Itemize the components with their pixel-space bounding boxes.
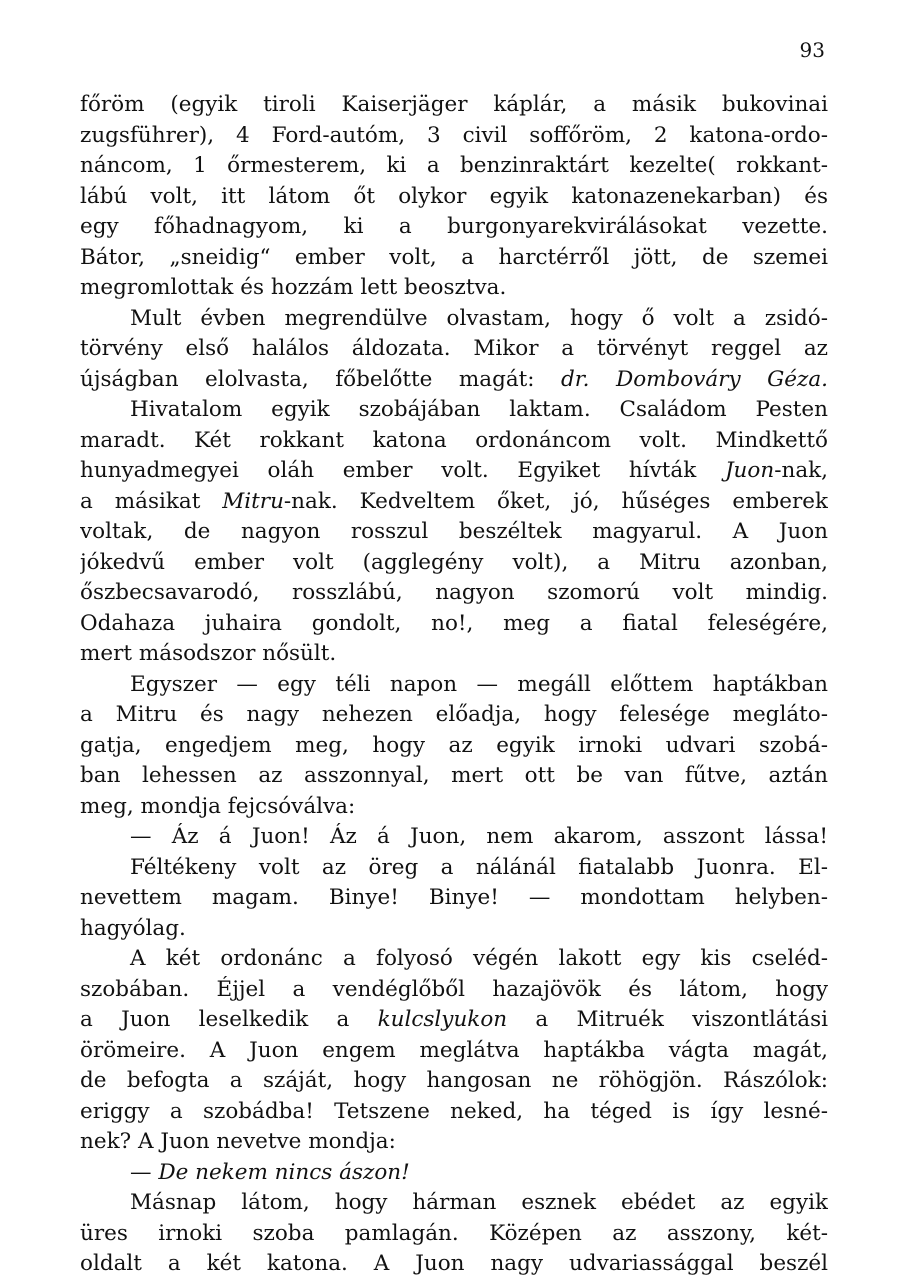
text-line — [80, 1097, 828, 1128]
text-segment: őszbecsavarodó, rosszlábú, nagyon szomorú volt mindig. — [80, 580, 828, 605]
text-line — [80, 639, 828, 670]
text-segment: törvény első halálos áldozata. Mikor a törvényt reggel az — [80, 336, 828, 361]
text-line — [80, 151, 828, 182]
text-segment: Másnap látom, hogy hárman esznek ebédet az egyik — [130, 1190, 828, 1215]
text-segment: nevettem magam. Binye! Binye! — mondottam helyben- — [80, 885, 828, 910]
text-segment: a Mitruék viszontlátási — [507, 1007, 828, 1032]
text-line — [80, 1036, 828, 1067]
text-line — [80, 365, 828, 396]
text-line — [80, 975, 828, 1006]
text-line — [80, 822, 828, 853]
text-line — [80, 609, 828, 640]
text-segment: örömeire. A Juon engem meglátva haptákba vágta magát, — [80, 1037, 828, 1063]
text-segment: Féltékeny volt az öreg a nálánál fiatalabb Juonra. El- — [130, 854, 828, 880]
text-segment: oldalt a két katona. A Juon nagy udvariassággal beszél — [80, 1251, 828, 1276]
italic-text: dr. Dombováry Géza. — [561, 366, 828, 392]
text-line — [80, 1188, 828, 1219]
text-line — [80, 517, 828, 548]
text-segment: nek? A Juon nevetve mondja: — [80, 1129, 396, 1154]
text-segment: megromlottak és hozzám lett beosztva. — [80, 275, 507, 300]
text-line — [80, 792, 828, 823]
text-line — [80, 1158, 828, 1189]
text-segment: Hivatalom egyik szobájában laktam. Családom Pesten — [130, 397, 828, 422]
text-segment: -nak. Kedveltem őket, jó, hűséges emberek — [283, 488, 828, 514]
text-line — [80, 487, 828, 518]
text-line — [80, 456, 828, 487]
text-line — [80, 761, 828, 792]
text-segment: voltak, de nagyon rosszul beszéltek magyarul. A Juon — [80, 519, 828, 544]
text-segment: a Juon leselkedik a — [80, 1007, 378, 1032]
text-line — [80, 1127, 828, 1158]
text-segment: de befogta a száját, hogy hangosan ne röhögjön. Rászólok: — [80, 1068, 828, 1093]
text-segment: gatja, engedjem meg, hogy az egyik irnoki udvari szobá- — [80, 732, 828, 758]
text-line — [80, 1005, 828, 1036]
text-line — [80, 212, 828, 243]
text-segment: náncom, 1 őrmesterem, ki a benzinraktárt kezelte( rokkant- — [80, 153, 828, 178]
text-line — [80, 731, 828, 762]
text-segment: a Mitru és nagy nehezen előadja, hogy felesége megláto- — [80, 702, 828, 727]
text-segment: újságban elolvasta, főbelőtte magát: — [80, 366, 561, 392]
text-line — [80, 700, 828, 731]
text-segment: meg, mondja fejcsóválva: — [80, 793, 356, 819]
text-segment: eriggy a szobádba! Tetszene neked, ha téged is így lesné- — [80, 1098, 828, 1124]
text-segment: jókedvű ember volt (agglegény volt), a Mitru azonban, — [80, 549, 828, 575]
text-segment: zugsführer), 4 Ford-autóm, 3 civil soffőröm, 2 katona-ordo- — [80, 122, 828, 148]
text-segment: maradt. Két rokkant katona ordonáncom volt. Mindkettő — [80, 427, 828, 453]
italic-text: De nekem nincs ászon! — [158, 1159, 410, 1185]
text-segment: — — [130, 1159, 159, 1185]
text-segment: a másikat — [80, 488, 223, 514]
text-line — [80, 548, 828, 579]
text-segment: mert másodszor nősült. — [80, 641, 337, 666]
text-line — [80, 883, 828, 914]
text-line — [80, 90, 828, 121]
text-line — [80, 853, 828, 884]
text-line — [80, 1066, 828, 1097]
text-line — [80, 426, 828, 457]
body-text — [80, 90, 828, 1280]
text-line — [80, 121, 828, 152]
text-segment: Egyszer — egy téli napon — megáll előttem haptákban — [130, 671, 828, 697]
text-line — [80, 944, 828, 975]
text-line — [80, 304, 828, 335]
text-segment: egy főhadnagyom, ki a burgonyarekvirálásokat vezette. — [80, 214, 828, 239]
text-segment: A két ordonánc a folyosó végén lakott egy kis cseléd- — [130, 946, 828, 971]
italic-text: Mitru — [222, 488, 284, 514]
text-line — [80, 1219, 828, 1250]
text-line — [80, 670, 828, 701]
text-segment: hunyadmegyei oláh ember volt. Egyiket hívták — [80, 458, 725, 483]
text-line — [80, 182, 828, 213]
text-segment: Mult évben megrendülve olvastam, hogy ő volt a zsidó- — [130, 305, 828, 331]
text-segment: hagyólag. — [80, 915, 186, 941]
text-line — [80, 395, 828, 426]
text-line — [80, 1249, 828, 1280]
text-segment: Odahaza juhaira gondolt, no!, meg a fiatal feleségére, — [80, 610, 828, 636]
text-segment: lábú volt, itt látom őt olykor egyik katonazenekarban) és — [80, 183, 828, 209]
text-line — [80, 243, 828, 274]
text-segment: főröm (egyik tiroli Kaiserjäger káplár, a másik bukovinai — [80, 92, 828, 117]
page-number: 93 — [799, 38, 825, 62]
text-segment: szobában. Éjjel a vendéglőből hazajövök és látom, hogy — [80, 976, 828, 1002]
text-segment: üres irnoki szoba pamlagán. Középen az asszony, két- — [80, 1220, 828, 1246]
italic-text: Juon — [724, 458, 775, 483]
text-segment: ban lehessen az asszonnyal, mert ott be van fűtve, aztán — [80, 763, 828, 788]
text-line — [80, 334, 828, 365]
text-segment: — Áz á Juon! Áz á Juon, nem akarom, asszont lássa! — [130, 824, 828, 849]
text-line — [80, 914, 828, 945]
text-line — [80, 273, 828, 304]
italic-text: kulcslyukon — [377, 1007, 508, 1032]
text-segment: Bátor, „sneidig“ ember volt, a harctérről jött, de szemei — [80, 244, 828, 270]
text-segment: -nak, — [774, 458, 828, 483]
text-line — [80, 578, 828, 609]
